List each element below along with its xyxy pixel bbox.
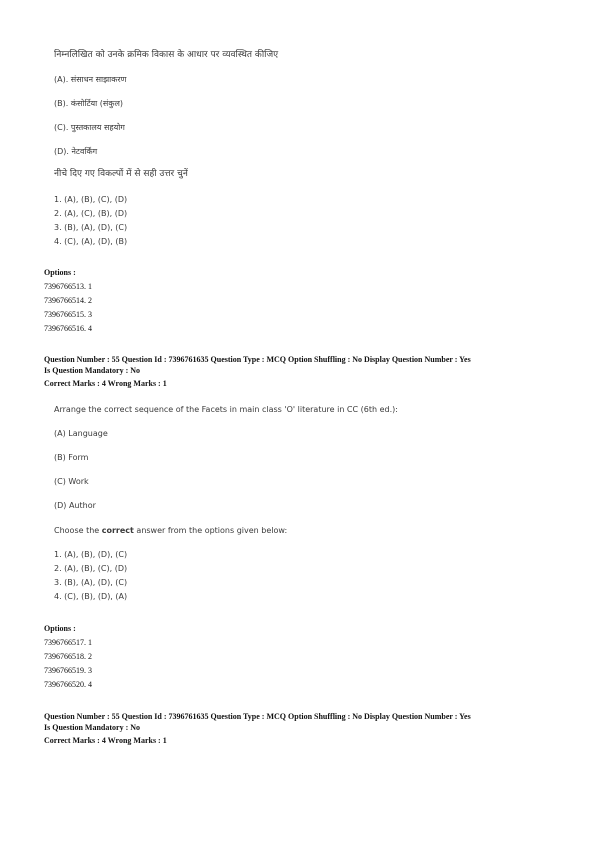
question-1-item-d: (D). नेटवर्किंग bbox=[54, 147, 98, 156]
option-id-4: 7396766520. 4 bbox=[44, 680, 92, 689]
options-heading: Options : bbox=[44, 268, 76, 277]
question-2-choice-2: 2. (A), (B), (C), (D) bbox=[54, 564, 128, 573]
prompt-bold-word: correct bbox=[101, 526, 134, 535]
question-2-prompt bbox=[54, 527, 287, 535]
option-id-1: 7396766513. 1 bbox=[44, 282, 92, 291]
question-mandatory-line: Is Question Mandatory : No bbox=[44, 723, 141, 732]
question-1-item-a: (A). संसाधन साझाकरण bbox=[54, 75, 127, 84]
question-2-stem: Arrange the correct sequence of the Facets in main class 'O' literature in CC (6th ed.): bbox=[54, 405, 398, 414]
question-1-item-b: (B). कंसोर्टिया (संकुल) bbox=[54, 99, 124, 108]
prompt-text-start: Choose the bbox=[54, 526, 102, 535]
question-2-item-c: (C) Work bbox=[54, 477, 89, 486]
question-marks-line: Correct Marks : 4 Wrong Marks : 1 bbox=[44, 736, 167, 745]
question-marks-line: Correct Marks : 4 Wrong Marks : 1 bbox=[44, 379, 167, 388]
question-2-item-d: (D) Author bbox=[54, 501, 96, 510]
question-2-choice-4: 4. (C), (B), (D), (A) bbox=[54, 592, 128, 601]
question-2-choice-1: 1. (A), (B), (D), (C) bbox=[54, 550, 128, 559]
options-heading: Options : bbox=[44, 624, 76, 633]
option-id-1: 7396766517. 1 bbox=[44, 638, 92, 647]
option-id-3: 7396766519. 3 bbox=[44, 666, 92, 675]
question-meta-line: Question Number : 55 Question Id : 7396761635 Question Type : MCQ Option Shuffling : No Display Question Number : Yes bbox=[44, 355, 471, 364]
option-id-3: 7396766515. 3 bbox=[44, 310, 92, 319]
question-1-choice-1: 1. (A), (B), (C), (D) bbox=[54, 195, 128, 204]
prompt-text-end: answer from the options given below: bbox=[133, 526, 288, 535]
question-1-choice-3: 3. (B), (A), (D), (C) bbox=[54, 223, 128, 232]
question-2-choice-3: 3. (B), (A), (D), (C) bbox=[54, 578, 128, 587]
question-1-item-c: (C). पुस्तकालय सहयोग bbox=[54, 123, 125, 132]
question-2-item-a: (A) Language bbox=[54, 429, 108, 438]
question-1-choice-4: 4. (C), (A), (D), (B) bbox=[54, 237, 128, 246]
option-id-2: 7396766514. 2 bbox=[44, 296, 92, 305]
question-mandatory-line: Is Question Mandatory : No bbox=[44, 366, 141, 375]
question-meta-line: Question Number : 55 Question Id : 7396761635 Question Type : MCQ Option Shuffling : No Display Question Number : Yes bbox=[44, 712, 471, 721]
question-1-choice-2: 2. (A), (C), (B), (D) bbox=[54, 209, 128, 218]
question-1-stem: निम्नलिखित को उनके क्रमिक विकास के आधार पर व्यवस्थित कीजिए bbox=[54, 50, 279, 60]
question-2-item-b: (B) Form bbox=[54, 453, 89, 462]
option-id-4: 7396766516. 4 bbox=[44, 324, 92, 333]
option-id-2: 7396766518. 2 bbox=[44, 652, 92, 661]
question-1-prompt: नीचे दिए गए विकल्पों में से सही उत्तर चुनें bbox=[54, 169, 188, 179]
